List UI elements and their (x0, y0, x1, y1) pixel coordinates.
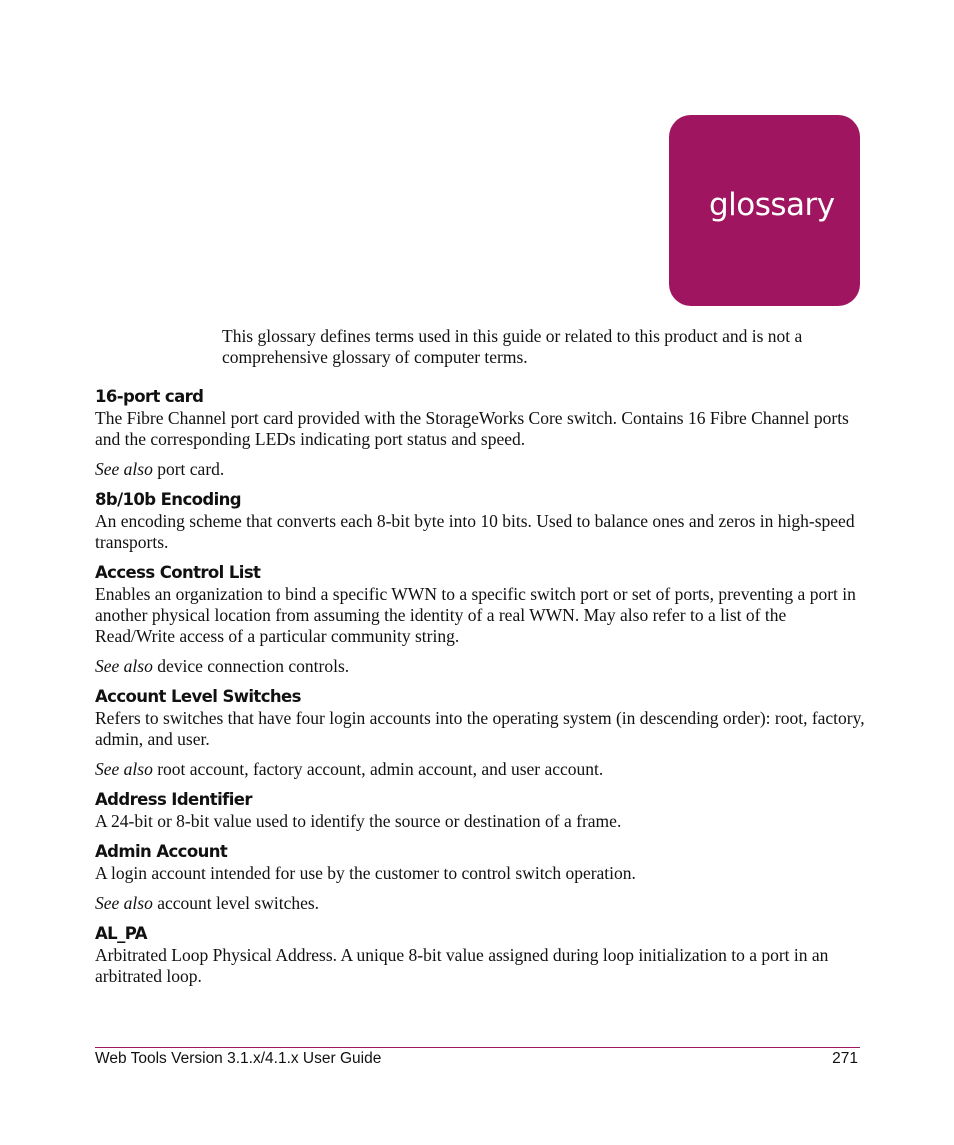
glossary-definition: Enables an organization to bind a specific WWN to a specific switch port or set of ports, preventing a port in another physical location from assuming the identity of a real WWN. May also refer to a list of the Read/Write access of a particular community string. (95, 584, 856, 646)
intro-paragraph: This glossary defines terms used in this guide or related to this product and is not a comprehensive glossary of computer terms. (222, 326, 803, 367)
see-also-target: account level switches. (152, 893, 320, 913)
see-also (95, 459, 865, 480)
glossary-term: 16-port card (95, 387, 204, 406)
glossary-definition: A 24-bit or 8-bit value used to identify the source or destination of a frame. (95, 811, 622, 831)
glossary-entry (95, 386, 865, 480)
see-also-label: See also (95, 759, 153, 779)
glossary-entry (95, 562, 865, 677)
see-also (95, 656, 865, 677)
glossary-term: Admin Account (95, 842, 228, 861)
see-also (95, 893, 865, 914)
see-also-label: See also (95, 893, 153, 913)
see-also-target: port card. (152, 459, 225, 479)
glossary-term: Access Control List (95, 563, 261, 582)
glossary-definition: An encoding scheme that converts each 8-bit byte into 10 bits. Used to balance ones and zeros in high-speed transports. (95, 511, 855, 552)
see-also-target: device connection controls. (152, 656, 350, 676)
glossary-definition: Arbitrated Loop Physical Address. A unique 8-bit value assigned during loop initialization to a port in an arbitrated loop. (95, 945, 829, 986)
page-number: 271 (832, 1050, 858, 1067)
see-also-label: See also (95, 459, 153, 479)
see-also (95, 759, 865, 780)
glossary-definition: The Fibre Channel port card provided with the StorageWorks Core switch. Contains 16 Fibre Channel ports and the corresponding LEDs indicating port status and speed. (95, 408, 849, 449)
glossary-entry (95, 841, 865, 914)
see-also-target: root account, factory account, admin account, and user account. (152, 759, 604, 779)
glossary-entry (95, 923, 865, 987)
glossary-entry (95, 686, 865, 780)
glossary-definition: Refers to switches that have four login accounts into the operating system (in descending order): root, factory, admin, and user. (95, 708, 865, 749)
glossary-term: Address Identifier (95, 790, 252, 809)
footer-title: Web Tools Version 3.1.x/4.1.x User Guide (95, 1050, 382, 1067)
chapter-tab (669, 115, 860, 306)
footer-rule (95, 1047, 860, 1048)
glossary-entries (95, 386, 865, 987)
glossary-definition: A login account intended for use by the customer to control switch operation. (95, 863, 636, 883)
glossary-term: 8b/10b Encoding (95, 490, 241, 509)
glossary-entry (95, 789, 865, 832)
glossary-entry (95, 489, 865, 553)
glossary-term: Account Level Switches (95, 687, 301, 706)
glossary-term: AL_PA (95, 924, 147, 943)
see-also-label: See also (95, 656, 153, 676)
chapter-title: glossary (709, 187, 835, 223)
